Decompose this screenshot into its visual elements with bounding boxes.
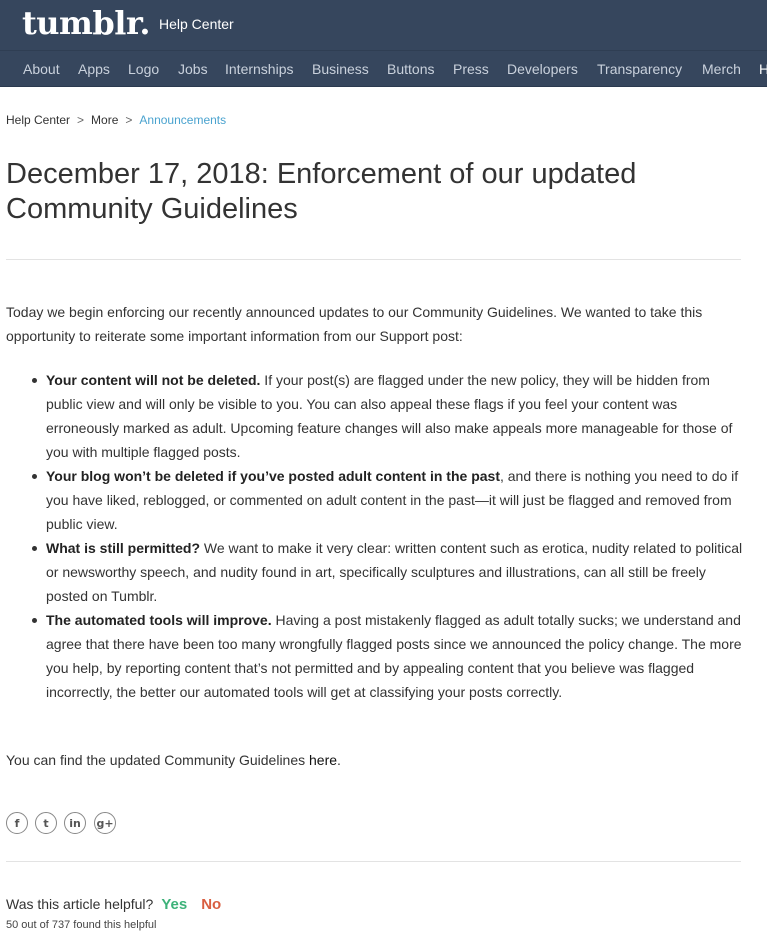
nav-press[interactable]: Press bbox=[453, 61, 489, 77]
divider bbox=[6, 861, 741, 862]
breadcrumb bbox=[6, 113, 226, 127]
list-item bbox=[46, 368, 746, 464]
bullet-heading: Your blog won’t be deleted if you’ve posted adult content in the past bbox=[46, 468, 500, 484]
bullet-heading: The automated tools will improve. bbox=[46, 612, 272, 628]
breadcrumb-separator: > bbox=[77, 113, 85, 127]
outro-end: . bbox=[337, 752, 341, 768]
nav-business[interactable]: Business bbox=[312, 61, 369, 77]
facebook-icon[interactable]: f bbox=[6, 812, 28, 834]
main-nav bbox=[0, 51, 767, 86]
article-intro: Today we begin enforcing our recently announced updates to our Community Guidelines. We wanted to take this opportunity to reiterate some important information from our Support post: bbox=[6, 304, 703, 344]
nav-developers[interactable]: Developers bbox=[507, 61, 578, 77]
bullet-heading: Your content will not be deleted. bbox=[46, 372, 261, 388]
breadcrumb-separator: > bbox=[125, 113, 133, 127]
help-center-title[interactable]: Help Center bbox=[159, 16, 234, 32]
bullet-text: We want to make it very clear: written content such as erotica, nudity related to political or newsworthy speech, and nudity found in art, specifically sculptures and illustrations, can all still be freely posted on Tumblr. bbox=[46, 540, 743, 604]
site-header bbox=[0, 0, 767, 87]
divider bbox=[6, 259, 741, 260]
nav-apps[interactable]: Apps bbox=[78, 61, 110, 77]
feedback-question: Was this article helpful? bbox=[6, 896, 154, 912]
nav-buttons[interactable]: Buttons bbox=[387, 61, 435, 77]
top-bar bbox=[0, 0, 767, 51]
list-item bbox=[46, 608, 746, 704]
vote-yes-button[interactable]: Yes bbox=[161, 896, 188, 913]
article-bullet-list bbox=[46, 368, 746, 704]
article-title: December 17, 2018: Enforcement of our updated Community Guidelines bbox=[6, 158, 637, 225]
bullet-text: Having a post mistakenly flagged as adult totally sucks; we understand and agree that there have been too many wrongfully flagged posts since we announced the policy change. The more you help, by reporting content that’s not permitted and by appealing content that you believe was flagged incorrectly, the better our automated tools will get at classifying your posts correctly. bbox=[46, 612, 742, 700]
nav-jobs[interactable]: Jobs bbox=[178, 61, 208, 77]
vote-no-button[interactable]: No bbox=[201, 896, 222, 913]
outro-text: You can find the updated Community Guidelines bbox=[6, 752, 310, 768]
list-item bbox=[46, 536, 746, 608]
nav-help-truncated[interactable]: H bbox=[759, 61, 769, 77]
nav-transparency[interactable]: Transparency bbox=[597, 61, 683, 77]
breadcrumb-help-center[interactable]: Help Center bbox=[6, 113, 71, 127]
nav-merch[interactable]: Merch bbox=[702, 61, 741, 77]
list-item bbox=[46, 464, 746, 536]
bullet-text: If your post(s) are flagged under the new policy, they will be hidden from public view and will only be visible to you. You can also appeal these flags if you feel your content was erroneously marked as adult. Upcoming feature changes will also make appeals more manageable for those of you with multiple flagged posts. bbox=[46, 372, 733, 460]
bullet-text: , and there is nothing you need to do if you have liked, reblogged, or commented on adult content in the past—it will just be flagged and removed from public view. bbox=[46, 468, 739, 532]
nav-logo[interactable]: Logo bbox=[128, 61, 160, 77]
helpful-count: 50 out of 737 found this helpful bbox=[6, 919, 157, 931]
bullet-heading: What is still permitted? bbox=[46, 540, 201, 556]
tumblr-logo[interactable]: tumblr. bbox=[22, 4, 150, 42]
guidelines-link[interactable]: here bbox=[309, 752, 338, 768]
twitter-icon[interactable]: t bbox=[35, 812, 57, 834]
breadcrumb-announcements[interactable]: Announcements bbox=[139, 113, 227, 127]
article-feedback bbox=[6, 896, 221, 913]
nav-about[interactable]: About bbox=[23, 61, 60, 77]
nav-internships[interactable]: Internships bbox=[225, 61, 294, 77]
article-outro bbox=[6, 748, 746, 772]
breadcrumb-more[interactable]: More bbox=[91, 113, 119, 127]
google-plus-icon[interactable]: g+ bbox=[94, 812, 116, 834]
linkedin-icon[interactable]: in bbox=[64, 812, 86, 834]
